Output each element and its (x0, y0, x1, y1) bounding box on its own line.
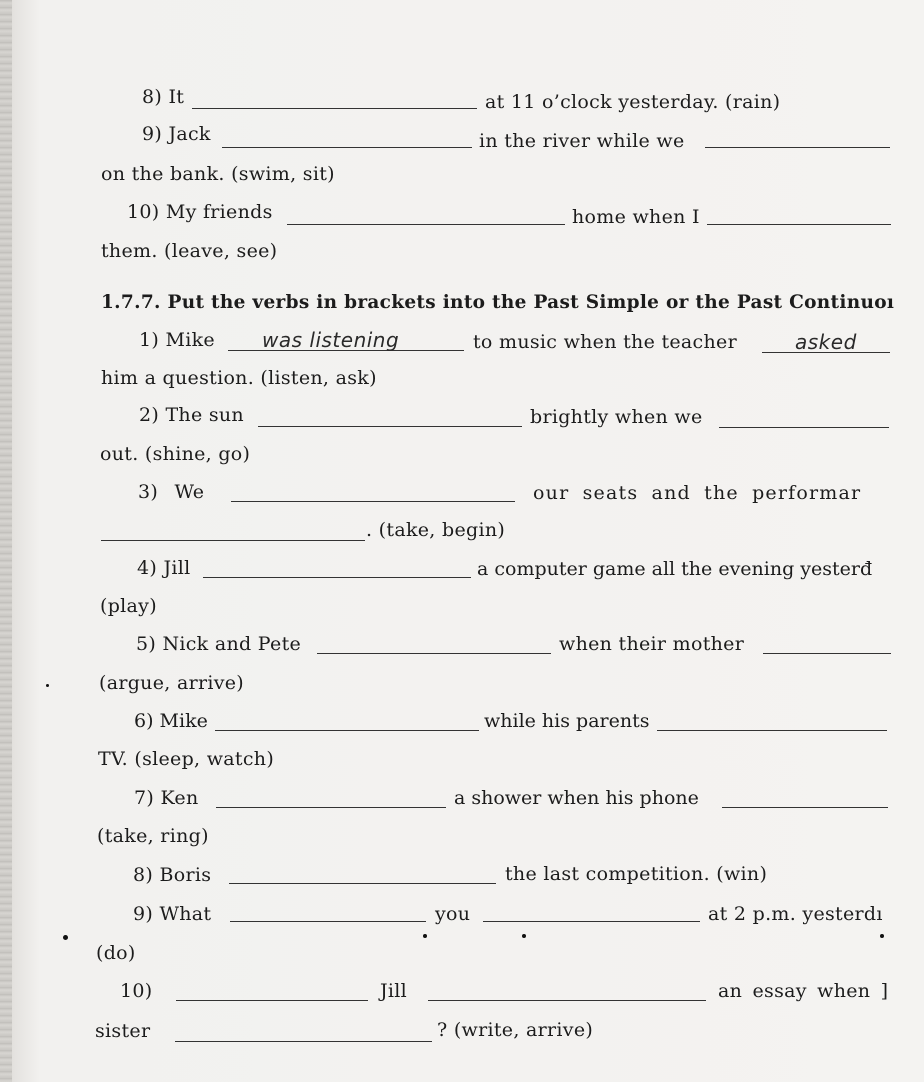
item-10-blank-3[interactable] (175, 1041, 432, 1042)
page-edge (0, 0, 12, 1082)
item-5-number: 5) Nick and Pete (136, 633, 302, 655)
prev-10-blank-2[interactable] (707, 224, 891, 225)
item-6-blank-1[interactable] (215, 730, 479, 731)
prev-8-number: 8) It (142, 86, 185, 108)
item-6-blank-2[interactable] (657, 730, 887, 731)
item-5-text: when their mother (559, 633, 745, 655)
item-8-number: 8) Boris (133, 864, 212, 886)
item-7-text: a shower when his phone (454, 787, 699, 809)
item-10-end: sister (95, 1020, 151, 1042)
prev-10-text: home when I (572, 206, 700, 228)
prev-9-blank-2[interactable] (705, 147, 890, 148)
item-7-number: 7) Ken (134, 787, 199, 809)
item-2-blank-1[interactable] (258, 426, 522, 427)
ink-speck (46, 684, 49, 687)
item-4-blank[interactable] (203, 577, 471, 578)
item-7-blank-1[interactable] (216, 807, 446, 808)
item-1-number: 1) Mike (139, 329, 215, 351)
item-9-text: you (435, 903, 471, 925)
item-8-blank[interactable] (229, 883, 496, 884)
item-10-text: Jill (380, 980, 408, 1002)
item-2-end: out. (shine, go) (100, 443, 251, 465)
prev-8-blank[interactable] (192, 108, 477, 109)
item-1-answer-2: asked (795, 330, 857, 354)
item-4-end: (play) (100, 595, 157, 617)
ink-speck (880, 934, 884, 938)
prev-8-text: at 11 o’clock yesterday. (rain) (485, 91, 781, 113)
item-10-blank-1[interactable] (176, 1000, 368, 1001)
item-9-text-2: at 2 p.m. yesterdı (708, 903, 883, 925)
item-5-blank-2[interactable] (763, 653, 891, 654)
prev-9-blank-1[interactable] (222, 147, 472, 148)
item-9-blank-1[interactable] (230, 921, 426, 922)
ink-speck (423, 934, 427, 938)
item-9-end: (do) (96, 942, 136, 964)
item-9-number: 9) What (133, 903, 212, 925)
item-5-blank-1[interactable] (317, 653, 551, 654)
item-8-text: the last competition. (win) (505, 863, 768, 885)
item-1-text: to music when the teacher (473, 331, 737, 353)
item-3-blank-2[interactable] (101, 540, 365, 541)
item-10-end-2: ? (write, arrive) (437, 1019, 594, 1041)
item-2-text: brightly when we (530, 406, 703, 428)
prev-10-blank-1[interactable] (287, 224, 565, 225)
prev-10-end: them. (leave, see) (101, 240, 278, 262)
item-10-text-2: an essay when ] (718, 980, 889, 1002)
exercise-heading: 1.7.7. Put the verbs in brackets into the Past Simple or the Past Continuoı (101, 292, 895, 313)
ink-speck (63, 935, 68, 940)
prev-10-number: 10) My friends (127, 201, 273, 223)
ink-speck (522, 934, 526, 938)
item-7-end: (take, ring) (97, 825, 209, 847)
item-9-blank-2[interactable] (483, 921, 700, 922)
item-1-end: him a question. (listen, ask) (101, 367, 377, 389)
item-4-number: 4) Jill (137, 557, 191, 579)
item-10-blank-2[interactable] (428, 1000, 706, 1001)
item-3-text: our seats and the performar (533, 482, 862, 504)
item-6-number: 6) Mike (134, 710, 208, 732)
item-4-text: a computer game all the evening yesterđ (477, 558, 873, 580)
prev-9-number: 9) Jack (142, 123, 211, 145)
item-2-number: 2) The sun (139, 404, 244, 426)
item-6-end: TV. (sleep, watch) (98, 748, 275, 770)
item-5-end: (argue, arrive) (99, 672, 245, 694)
item-3-end: . (take, begin) (366, 519, 506, 541)
item-2-blank-2[interactable] (719, 427, 889, 428)
item-6-text: while his parents (484, 710, 650, 732)
item-3-number: 3) We (138, 481, 205, 503)
item-10-number: 10) (120, 980, 153, 1002)
item-7-blank-2[interactable] (722, 807, 888, 808)
prev-9-end: on the bank. (swim, sit) (101, 163, 335, 185)
prev-9-text: in the river while we (479, 130, 685, 152)
item-1-answer-1: was listening (262, 328, 400, 352)
item-3-blank-1[interactable] (231, 501, 515, 502)
